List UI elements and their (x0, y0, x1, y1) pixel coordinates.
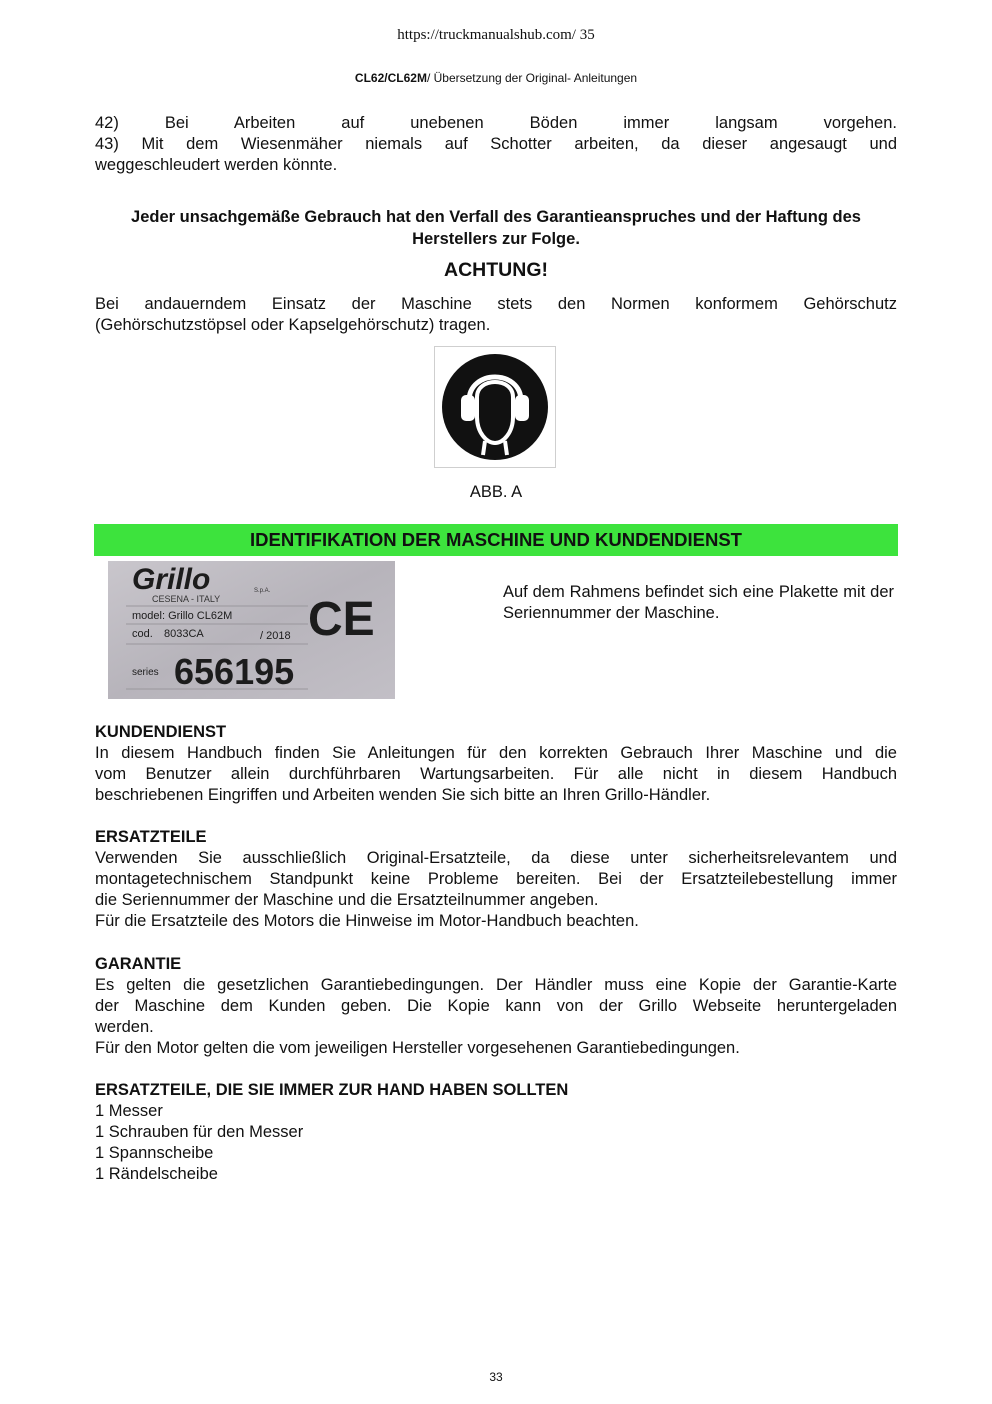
item-42: 42) Bei Arbeiten auf unebenen Böden immer langsam vorgehen. (95, 114, 897, 132)
list-item: 1 Rändelscheibe (95, 1165, 218, 1183)
plate-series-value: 656195 (174, 651, 295, 692)
section-line: Für den Motor gelten die vom jeweiligen Hersteller vorgesehenen Garantiebedingungen. (95, 1039, 740, 1057)
section-line: In diesem Handbuch finden Sie Anleitungen für den korrekten Gebrauch Ihrer Maschine und die (95, 744, 897, 762)
achtung-line-2: (Gehörschutzstöpsel oder Kapselgehörschutz) tragen. (95, 316, 491, 334)
section-line: Verwenden Sie ausschließlich Original-Ersatzteile, da diese unter sicherheitsrelevantem und (95, 849, 897, 867)
list-item: 1 Spannscheibe (95, 1144, 214, 1162)
misuse-warning: Jeder unsachgemäße Gebrauch hat den Verfall des Garantieanspruches und der Haftung des Herstellers zur Folge. (131, 208, 861, 248)
section-line: montagetechnischem Standpunkt keine Probleme bereiten. Bei der Ersatzteilebestellung immer (95, 870, 897, 888)
section-line: Es gelten die gesetzlichen Garantiebedingungen. Der Händler muss eine Kopie der Garantie-Karte (95, 976, 897, 994)
section-garantie (95, 954, 897, 1059)
serial-plate-image (108, 561, 395, 699)
plate-description: Auf dem Rahmens befindet sich eine Plakette mit der Seriennummer der Maschine. (503, 583, 894, 622)
item-43-line-2: weggeschleudert werden könnte. (95, 156, 338, 174)
section-ersatzteile (95, 827, 897, 932)
header-model: CL62/CL62M (354, 71, 427, 85)
list-item: 1 Messer (95, 1102, 163, 1120)
section-spare-parts-list (95, 1080, 897, 1185)
section-line: Für die Ersatzteile des Motors die Hinweise im Motor-Handbuch beachten. (95, 912, 639, 930)
section-line: werden. (95, 1018, 154, 1036)
section-header-bar: IDENTIFIKATION DER MASCHINE UND KUNDENDIENST (94, 524, 898, 556)
section-line: vom Benutzer allein durchführbaren Wartungsarbeiten. Für alle nicht in diesem Handbuch (95, 765, 897, 783)
plate-city: CESENA - ITALY (152, 594, 221, 604)
safety-items (95, 113, 897, 176)
section-title: ERSATZTEILE (95, 828, 207, 846)
section-kundendienst (95, 722, 897, 806)
section-title: GARANTIE (95, 955, 182, 973)
section-line: die Seriennummer der Maschine und die Ersatzteilnummer angeben. (95, 891, 599, 909)
section-title: ERSATZTEILE, DIE SIE IMMER ZUR HAND HABEN SOLLTEN (95, 1081, 569, 1099)
source-url[interactable]: https://truckmanualshub.com/ 35 (397, 27, 595, 43)
serial-plate (108, 561, 395, 699)
plate-year: / 2018 (260, 630, 291, 642)
achtung-line-1: Bei andauerndem Einsatz der Maschine stets den Normen konformem Gehörschutz (95, 295, 897, 313)
document-header (0, 71, 992, 85)
page-number: 33 (489, 1370, 503, 1384)
section-title: KUNDENDIENST (95, 723, 227, 741)
hearing-protection-sign (434, 346, 556, 468)
achtung-text (95, 294, 897, 336)
figure-caption: ABB. A (469, 483, 523, 501)
plate-ce-mark: CE (308, 593, 375, 646)
achtung-title: ACHTUNG! (444, 259, 548, 281)
item-43-line-1: 43) Mit dem Wiesenmäher niemals auf Schotter arbeiten, da dieser angesaugt und (95, 135, 897, 153)
header-subtitle: / Übersetzung der Original- Anleitungen (426, 71, 638, 85)
plate-brand: Grillo (132, 563, 211, 596)
plate-model: model: Grillo CL62M (132, 610, 233, 622)
plate-cod-value: 8033CA (164, 628, 204, 640)
list-item: 1 Schrauben für den Messer (95, 1123, 304, 1141)
ear-protection-icon (435, 347, 555, 467)
section-line: beschriebenen Eingriffen und Arbeiten wenden Sie sich bitte an Ihren Grillo-Händler. (95, 786, 711, 804)
section-line: der Maschine dem Kunden geben. Die Kopie kann von der Grillo Webseite heruntergeladen (95, 997, 897, 1015)
plate-spa: S.p.A. (254, 588, 271, 594)
plate-cod-label: cod. (132, 628, 153, 640)
plate-series-label: series (132, 667, 159, 678)
